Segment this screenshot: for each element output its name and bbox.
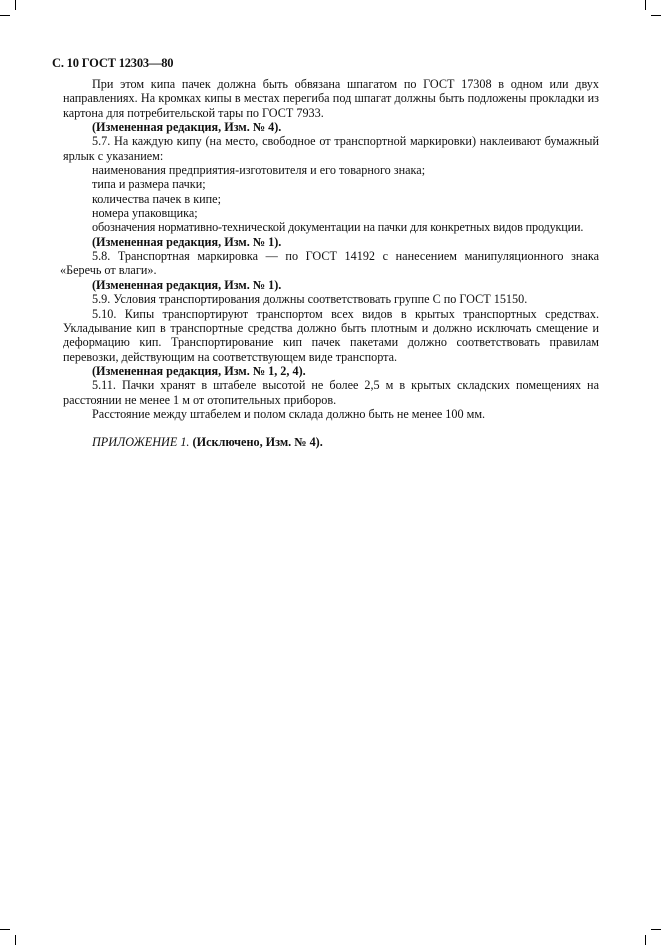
crop-mark-top-left-h xyxy=(0,15,10,16)
paragraph-5-11: 5.11. Пачки хранят в штабеле высотой не более 2,5 м в крытых складских помещениях на расстоянии не менее 1 м от отопительных приборов. xyxy=(63,378,599,407)
amendment-note: (Измененная редакция, Изм. № 1). xyxy=(92,277,282,292)
paragraph-5-7: 5.7. На каждую кипу (на место, свободное от транспортной маркировки) наклеивают бумажный ярлык с указанием: xyxy=(63,134,599,163)
appendix-status: (Исключено, Изм. № 4). xyxy=(192,435,323,450)
page-header: С. 10 ГОСТ 12303—80 xyxy=(52,56,174,70)
crop-mark-top-right-v xyxy=(645,0,646,10)
list-item: типа и размера пачки; xyxy=(92,177,206,192)
paragraph-5-9: 5.9. Условия транспортирования должны соответствовать группе С по ГОСТ 15150. xyxy=(92,292,528,307)
paragraph-5-10: 5.10. Кипы транспортируют транспортом всех видов в крытых транспортных средствах. Укладывание кип в транспортные средства должно быть плотным и должно исключать смещение и деформацию кип. Транспортирование кип пачек пакетами должно соответствовать правилам перевозки, действующим на соответствующем виде транспорта. xyxy=(63,306,599,364)
crop-mark-bottom-right-v xyxy=(645,935,646,945)
document-body xyxy=(60,77,599,450)
list-item: количества пачек в кипе; xyxy=(92,191,221,206)
paragraph-5-8-continued: «Беречь от влаги». xyxy=(60,263,157,278)
spacer xyxy=(63,421,599,435)
list-item: обозначения нормативно-технической документации на пачки для конкретных видов продукции. xyxy=(92,220,584,235)
amendment-note: (Измененная редакция, Изм. № 1, 2, 4). xyxy=(92,363,306,378)
list-item: номера упаковщика; xyxy=(92,206,198,221)
paragraph-5-8: 5.8. Транспортная маркировка — по ГОСТ 14192 с нанесением манипуляционного знака xyxy=(92,249,599,264)
appendix-note xyxy=(63,435,599,449)
crop-mark-top-left-v xyxy=(15,0,16,10)
crop-mark-bottom-left-v xyxy=(15,935,16,945)
crop-mark-bottom-right-h xyxy=(651,929,661,930)
paragraph-intro: При этом кипа пачек должна быть обвязана шпагатом по ГОСТ 17308 в одном или двух направлениях. На кромках кипы в местах перегиба под шпагат должны быть подложены прокладки из картона для потребительской тары по ГОСТ 7933. xyxy=(63,77,599,120)
crop-mark-bottom-left-h xyxy=(0,929,10,930)
amendment-note: (Измененная редакция, Изм. № 4). xyxy=(92,120,282,135)
paragraph-5-11-continued: Расстояние между штабелем и полом склада должно быть не менее 100 мм. xyxy=(92,406,486,421)
list-item: наименования предприятия-изготовителя и его товарного знака; xyxy=(92,163,426,178)
crop-mark-top-right-h xyxy=(651,15,661,16)
amendment-note: (Измененная редакция, Изм. № 1). xyxy=(92,234,282,249)
appendix-label: ПРИЛОЖЕНИЕ 1. xyxy=(92,435,190,450)
